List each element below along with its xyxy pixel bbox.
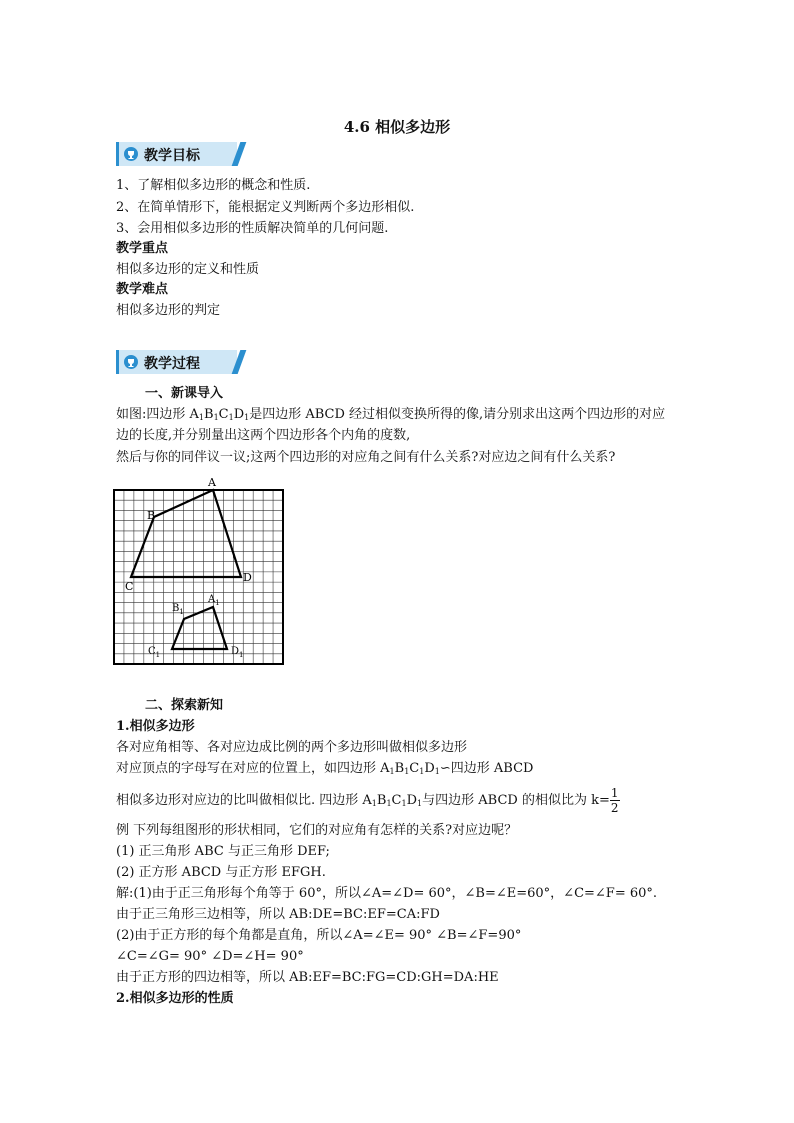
banner-label: 教学目标 xyxy=(144,148,200,164)
objective-3: 3、会用相似多边形的性质解决简单的几何问题. xyxy=(116,221,389,236)
section1-paragraph-2: 边的长度,并分别量出这两个四边形各个内角的度数, xyxy=(116,428,411,443)
banner-process xyxy=(116,350,244,374)
solution-line-1: 解:(1)由于正三角形每个角等于 60°，所以∠A=∠D= 60°，∠B=∠E=60°，∠C=∠F= 60°. xyxy=(116,886,658,901)
section1-paragraph-1: 如图:四边形 $A_1B_1C_1D_1$是四边形 ABCD 经过相似变换所得的像,请分别求出这两个四边形的对应 xyxy=(116,407,666,422)
banner-label: 教学过程 xyxy=(144,356,200,372)
label-d: D xyxy=(243,571,252,584)
solution-line-3: (2)由于正方形的每个角都是直角，所以∠A=∠E= 90° ∠B=∠F=90° xyxy=(116,928,522,943)
example-item-2: (2) 正方形 ABCD 与正方形 EFGH. xyxy=(116,865,326,880)
solution-line-4: ∠C=∠G= 90° ∠D=∠H= 90° xyxy=(116,949,304,964)
example-line: 例 下列每组图形的形状相同，它们的对应角有怎样的关系?对应边呢？ xyxy=(116,823,518,838)
difficulties-text: 相似多边形的判定 xyxy=(116,303,221,318)
key-points-text: 相似多边形的定义和性质 xyxy=(116,262,260,277)
label-a1: $A_1$ xyxy=(208,594,220,607)
label-b1: $B_1$ xyxy=(172,603,184,616)
fraction-one-half: $\frac{1}{2}$ xyxy=(610,786,619,815)
quadrilateral-abcd xyxy=(131,490,241,577)
difficulties-heading: 教学难点 xyxy=(116,282,169,297)
definition-line: 各对应角相等、各对应边成比例的两个多边形叫做相似多边形 xyxy=(116,740,468,755)
ratio-line: 相似多边形对应边的比叫做相似比. 四边形 $A_1B_1C_1D_1$与四边形 ABCD 的相似比为 k= $\frac{1}{2}$ xyxy=(116,786,619,815)
page-title: 4.6 相似多边形 xyxy=(343,118,451,136)
solution-line-5: 由于正方形的四边相等，所以 AB:EF=BC:FG=CD:GH=DA:HE xyxy=(116,970,499,985)
label-c1: $C_1$ xyxy=(148,646,161,659)
solution-line-2: 由于正三角形三边相等，所以 AB:DE=BC:EF=CA:FD xyxy=(116,907,440,922)
banner-objectives xyxy=(116,142,244,166)
quadrilateral-grid-figure xyxy=(108,474,288,668)
section1-paragraph-3: 然后与你的同伴议一议;这两个四边形的对应角之间有什么关系?对应边之间有什么关系? xyxy=(116,450,616,465)
objective-1: 1、了解相似多边形的概念和性质. xyxy=(116,178,311,193)
section2-subheading-1: 1.相似多边形 xyxy=(116,719,195,734)
trophy-icon xyxy=(124,355,138,369)
label-a: A xyxy=(208,476,216,489)
trophy-icon xyxy=(124,147,138,161)
section2-heading: 二、探索新知 xyxy=(145,698,224,713)
key-points-heading: 教学重点 xyxy=(116,241,169,256)
example-item-1: (1) 正三角形 ABC 与正三角形 DEF; xyxy=(116,844,330,859)
objective-2: 2、在简单情形下，能根据定义判断两个多边形相似. xyxy=(116,200,415,215)
label-c: C xyxy=(125,580,134,593)
label-d1: $D_1$ xyxy=(231,646,244,659)
notation-line: 对应顶点的字母写在对应的位置上，如四边形 $A_1B_1C_1D_1∽$四边形 ABCD xyxy=(116,761,534,776)
section1-heading: 一、新课导入 xyxy=(145,386,224,401)
section2-subheading-2: 2.相似多边形的性质 xyxy=(116,991,234,1006)
label-b: B xyxy=(147,509,156,522)
